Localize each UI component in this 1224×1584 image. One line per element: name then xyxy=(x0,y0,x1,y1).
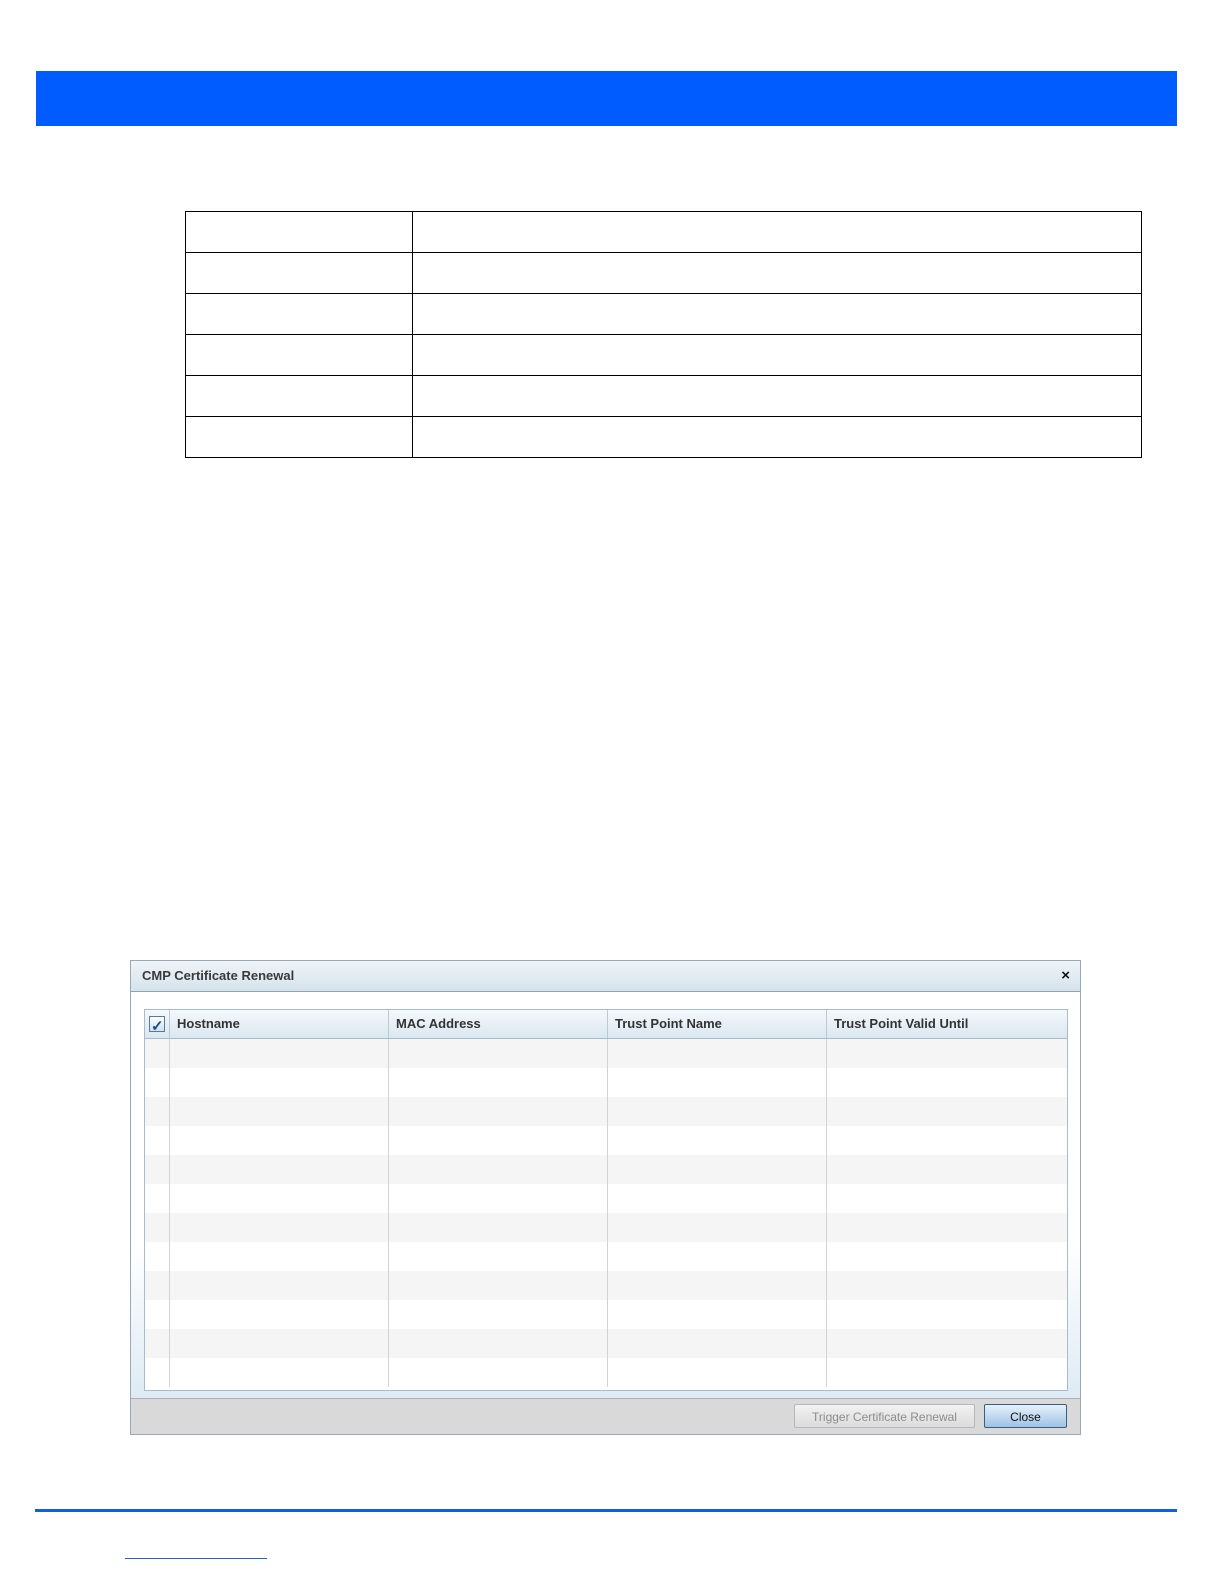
footer-link-underline xyxy=(125,1558,267,1559)
table-cell xyxy=(608,1126,827,1155)
document-table-cell xyxy=(186,212,413,253)
table-cell xyxy=(827,1126,1067,1155)
table-cell xyxy=(608,1271,827,1300)
table-row[interactable] xyxy=(145,1039,1067,1068)
table-cell xyxy=(170,1271,389,1300)
table-cell xyxy=(170,1068,389,1097)
table-cell xyxy=(170,1155,389,1184)
table-cell xyxy=(608,1300,827,1329)
document-table-cell xyxy=(413,212,1142,253)
table-cell xyxy=(145,1271,170,1300)
table-cell xyxy=(145,1213,170,1242)
trigger-certificate-renewal-button[interactable]: Trigger Certificate Renewal xyxy=(794,1404,975,1428)
table-cell xyxy=(608,1068,827,1097)
table-cell xyxy=(827,1155,1067,1184)
devices-grid xyxy=(144,1009,1068,1391)
table-cell xyxy=(170,1184,389,1213)
table-cell xyxy=(170,1242,389,1271)
table-cell xyxy=(389,1213,608,1242)
table-cell xyxy=(389,1242,608,1271)
table-cell xyxy=(608,1039,827,1068)
table-cell xyxy=(389,1097,608,1126)
dialog-title-bar xyxy=(131,961,1080,992)
footer-rule xyxy=(35,1509,1177,1512)
document-table-cell xyxy=(413,376,1142,417)
table-cell xyxy=(608,1242,827,1271)
table-cell xyxy=(827,1039,1067,1068)
table-row[interactable] xyxy=(145,1213,1067,1242)
cmp-certificate-renewal-dialog xyxy=(130,960,1081,1435)
column-header-hostname[interactable]: Hostname xyxy=(170,1010,389,1038)
document-table-cell xyxy=(186,335,413,376)
document-table-cell xyxy=(186,253,413,294)
document-table-row xyxy=(186,212,1142,253)
table-cell xyxy=(827,1300,1067,1329)
document-table-row xyxy=(186,376,1142,417)
table-row[interactable] xyxy=(145,1155,1067,1184)
table-cell xyxy=(389,1300,608,1329)
table-cell xyxy=(608,1213,827,1242)
document-table-cell xyxy=(186,376,413,417)
select-all-checkbox[interactable] xyxy=(149,1016,165,1035)
table-cell xyxy=(827,1329,1067,1358)
table-cell xyxy=(170,1358,389,1387)
table-cell xyxy=(608,1097,827,1126)
table-row[interactable] xyxy=(145,1242,1067,1271)
table-cell xyxy=(608,1184,827,1213)
page-header-band xyxy=(36,71,1177,126)
close-button[interactable]: Close xyxy=(984,1404,1067,1428)
table-row[interactable] xyxy=(145,1329,1067,1358)
table-cell xyxy=(827,1097,1067,1126)
table-row[interactable] xyxy=(145,1068,1067,1097)
table-cell xyxy=(827,1358,1067,1387)
table-cell xyxy=(145,1184,170,1213)
table-cell xyxy=(389,1271,608,1300)
table-cell xyxy=(389,1358,608,1387)
table-cell xyxy=(827,1213,1067,1242)
document-table-cell xyxy=(413,417,1142,458)
select-all-cell xyxy=(145,1010,170,1038)
table-cell xyxy=(145,1242,170,1271)
table-cell xyxy=(608,1358,827,1387)
table-cell xyxy=(145,1126,170,1155)
table-cell xyxy=(145,1155,170,1184)
document-table-cell xyxy=(186,294,413,335)
document-table-cell xyxy=(413,253,1142,294)
table-cell xyxy=(170,1097,389,1126)
document-table-row xyxy=(186,417,1142,458)
document-table-row xyxy=(186,294,1142,335)
table-row[interactable] xyxy=(145,1358,1067,1387)
document-table-cell xyxy=(186,417,413,458)
table-cell xyxy=(608,1329,827,1358)
table-cell xyxy=(389,1068,608,1097)
table-cell xyxy=(145,1039,170,1068)
table-cell xyxy=(145,1068,170,1097)
table-row[interactable] xyxy=(145,1271,1067,1300)
dialog-footer xyxy=(131,1398,1080,1434)
table-cell xyxy=(389,1126,608,1155)
table-cell xyxy=(827,1242,1067,1271)
table-row[interactable] xyxy=(145,1184,1067,1213)
dialog-title: CMP Certificate Renewal xyxy=(142,968,295,983)
grid-header xyxy=(145,1010,1067,1039)
table-cell xyxy=(608,1155,827,1184)
table-cell xyxy=(827,1068,1067,1097)
table-cell xyxy=(170,1329,389,1358)
table-cell xyxy=(827,1271,1067,1300)
table-cell xyxy=(145,1358,170,1387)
table-cell xyxy=(170,1039,389,1068)
column-header-trust-point-name[interactable]: Trust Point Name xyxy=(608,1010,827,1038)
table-cell xyxy=(389,1184,608,1213)
table-cell xyxy=(145,1097,170,1126)
table-cell xyxy=(389,1039,608,1068)
document-table-cell xyxy=(413,294,1142,335)
table-row[interactable] xyxy=(145,1097,1067,1126)
column-header-mac-address[interactable]: MAC Address xyxy=(389,1010,608,1038)
table-cell xyxy=(170,1300,389,1329)
table-cell xyxy=(389,1155,608,1184)
table-cell xyxy=(170,1213,389,1242)
close-icon[interactable]: × xyxy=(1061,967,1070,984)
table-cell xyxy=(389,1329,608,1358)
table-row[interactable] xyxy=(145,1300,1067,1329)
table-cell xyxy=(827,1184,1067,1213)
table-cell xyxy=(170,1126,389,1155)
column-header-trust-point-valid-until[interactable]: Trust Point Valid Until xyxy=(834,1016,969,1031)
grid-body xyxy=(145,1039,1067,1387)
document-table xyxy=(185,211,1142,458)
checkmark-icon: ✓ xyxy=(151,1018,164,1035)
document-table-row xyxy=(186,335,1142,376)
document-table-row xyxy=(186,253,1142,294)
table-cell xyxy=(145,1300,170,1329)
table-cell xyxy=(145,1329,170,1358)
document-table-cell xyxy=(413,335,1142,376)
table-row[interactable] xyxy=(145,1126,1067,1155)
